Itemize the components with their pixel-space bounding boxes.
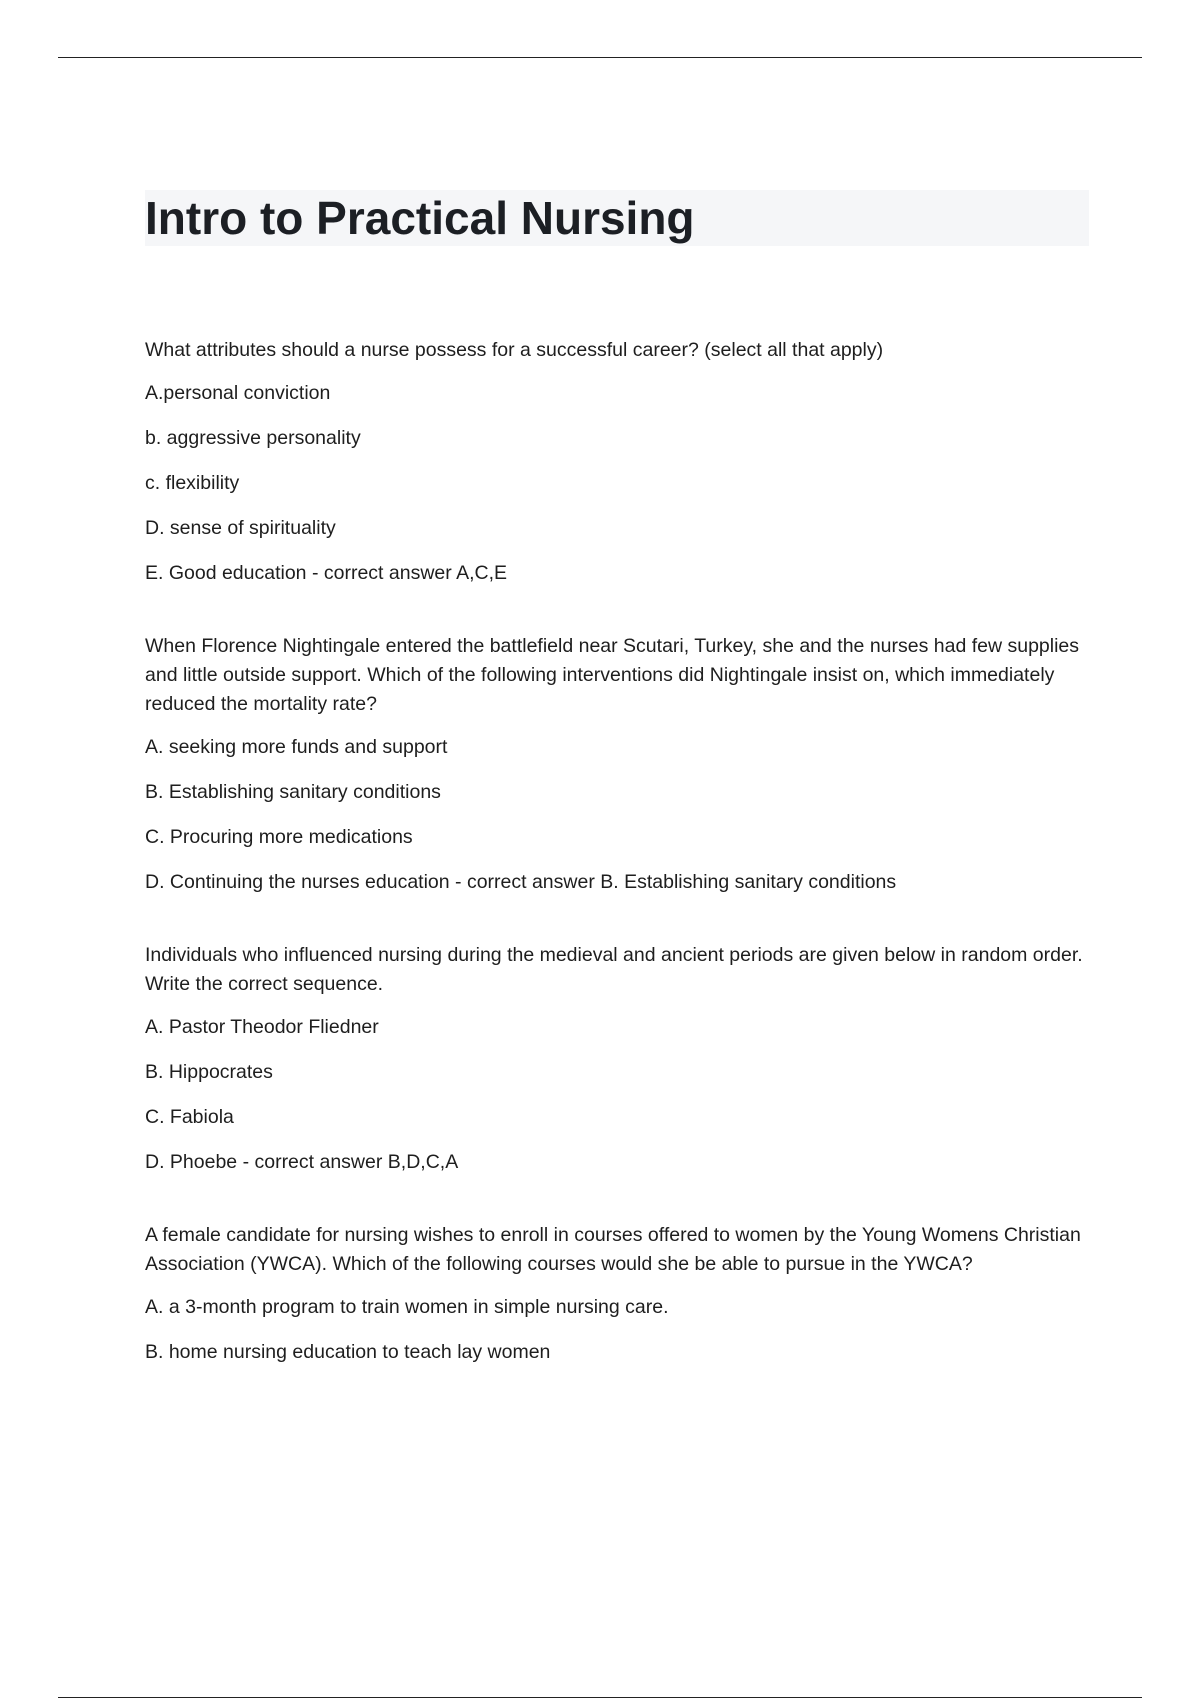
question-text: Individuals who influenced nursing during the medieval and ancient periods are given below in random order. Write the correct sequence.: [145, 944, 1083, 995]
question-block: [145, 336, 1090, 588]
answer-option: A. a 3-month program to train women in simple nursing care.: [145, 1296, 669, 1318]
answer-option: B. Hippocrates: [145, 1061, 273, 1083]
question-block: [145, 632, 1090, 897]
question-block: [145, 941, 1090, 1177]
answer-option-with-correct-answer: D. Phoebe - correct answer B,D,C,A: [145, 1151, 459, 1173]
answer-option: D. sense of spirituality: [145, 517, 336, 539]
question-text: What attributes should a nurse possess for a successful career? (select all that apply): [145, 339, 884, 361]
answer-option: B. home nursing education to teach lay women: [145, 1341, 551, 1363]
answer-option: A. Pastor Theodor Fliedner: [145, 1016, 379, 1038]
question-list: [145, 336, 1090, 1411]
question-text: When Florence Nightingale entered the battlefield near Scutari, Turkey, she and the nurses had few supplies and little outside support. Which of the following interventions did Nightingale insist on, which immediately reduced the mortality rate?: [145, 635, 1080, 715]
answer-option: A. seeking more funds and support: [145, 736, 448, 758]
question-text: A female candidate for nursing wishes to enroll in courses offered to women by the Young Womens Christian Association (YWCA). Which of the following courses would she be able to pursue in the YWCA?: [145, 1224, 1081, 1275]
answer-option: C. Fabiola: [145, 1106, 234, 1128]
answer-option: A.personal conviction: [145, 382, 331, 404]
document-title: Intro to Practical Nursing: [145, 192, 695, 244]
answer-option: B. Establishing sanitary conditions: [145, 781, 441, 803]
bottom-divider: [58, 1697, 1142, 1698]
top-divider: [58, 57, 1142, 58]
answer-option-with-correct-answer: E. Good education - correct answer A,C,E: [145, 562, 508, 584]
question-block: [145, 1221, 1090, 1367]
answer-option: b. aggressive personality: [145, 427, 361, 449]
answer-option: C. Procuring more medications: [145, 826, 413, 848]
answer-option-with-correct-answer: D. Continuing the nurses education - correct answer B. Establishing sanitary conditions: [145, 871, 897, 893]
answer-option: c. flexibility: [145, 472, 240, 494]
